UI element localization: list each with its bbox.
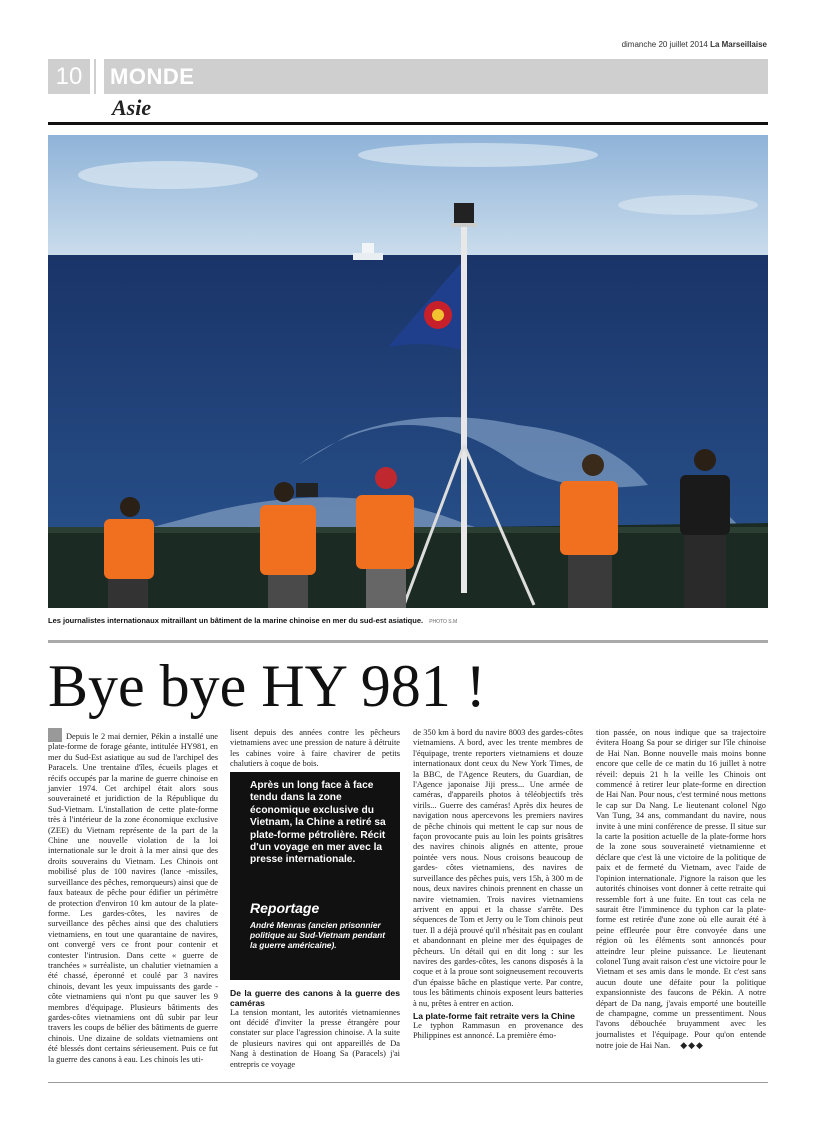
caption-text: Les journalistes internationaux mitraillant un bâtiment de la marine chinoise en mer du sud-est asiatique. [48, 616, 424, 625]
lead-photo [48, 135, 768, 608]
section-header [48, 59, 768, 94]
sidebar-label: Reportage [250, 900, 320, 916]
sidebar-box [230, 772, 400, 980]
photo-caption [48, 616, 768, 625]
column-2-bottom: La tension montant, les autorités vietnamiennes ont décidé d'inviter la presse étrangère pour constater sur place l'agression chinoise. A la suite de plusieurs navires qui ont appareillés de Da Nang à destination de Hoang Sa (Paracels) j'ai entrepris ce voyage [230, 1007, 400, 1069]
article-headline: Bye bye HY 981 ! [48, 653, 486, 719]
column-2-top: lisent depuis des années contre les pêcheurs vietnamiens avec une pression de nature à détruite les cabines voire à faire chavirer de petits chalutiers à coque de bois. [230, 728, 400, 769]
column-4-text: tion passée, on nous indique que sa trajectoire évitera Hoang Sa pour se diriger sur l'île chinoise de Hai Nan. Bonne nouvelle mais moins bonne encore que celle de ce matin du 16 juillet à notre réveil: depuis 21 h la veille les Chinois ont commencé à retirer leur plate-forme en direction de Hai Nan. Pour nous, c'est terminé nous mettons le cap sur Da Nang. Le lieutenant colonel Ngo Van Tung, 34 ans, commandant du navire, nous invite à une mini conférence de presse. Il situe sur la carte la position actuelle de la plate-forme hors de la zone sous souveraineté vietnamienne et déclare que c'est là une victoire de la politique de paix et de fermeté du Vietnam, avec l'aide de l'opinion internationale. J'ignore la raison que les autorités chinoises vont donner à cette retraite qui ressemble fort à une fuite. En tout cas cela ne saurait être l'imminence du typhon car la plate-forme est retirée d'une zone où elle aurait été à peine effleurée pour être convoyée dans une région où les éléments sont annoncés pour atteindre leur pleine puissance. Le lieutenant colonel Tung avait raison c'est une victoire pour le Vietnam et ses amis dans le monde. Et c'est sans aucun doute une défaite pour la politique expansionniste des faucons de Pékin. A notre départ de Da nang, j'avais emporté une bouteille de champagne, comme un pressentiment. Nous l'avons débouchée bruyamment avec les journalistes et l'équipage. Pour qu'on entende notre joie de Hai Nan. [596, 728, 766, 1051]
column-1-text: Depuis le 2 mai dernier, Pékin a installé une plate-forme de forage géante, intitulée HY981, en mer du Sud-Est asiatique au sud de l'archipel des Paracels. Une trentaine d'îles, écueils plages et récifs occupés par la marine de guerre chinoise en janvier 1974. Cet archipel était alors sous souveraineté et juridiction de la République du Sud-Vietnam. L'installation de cette plate-forme très à l'intérieur de la zone économique exclusive (ZEE) du Vietnam représente de la part de la Chine une nouvelle violation de la loi internationale sur le droit à la mer ainsi que des droits souverains du Vietnam. Les Chinois ont mobilisé plus de 100 navires (lance -missiles, surveillance des pêches, remorqueurs) ainsi que de faux bateaux de pêche pour édifier un périmètre de protection d'environ 10 km autour de la plate-forme. Les gardes-côtes, les navires de surveillance des pêches ainsi que des chalutiers vietnamiens, en tout une quarantaine de navires, ont convergé vers ce front pour contenir et contester l'intrusion. Dans cette « guerre de tranchées » surréaliste, un chalutier vietnamien a été chassé, éperonné et coulé par 3 navires chinois, devant les yeux impuissants des garde - côte vietnamiens qui n'ont pu que sauver les 9 membres d'équipage. Plusieurs bâtiments des gardes-côtes vietnamiens ont dû subir par leur travers les coups de bélier des bâtiments de guerre chinois. Une dizaine de soldats vietnamiens ont été blessés dont certains sérieusement. Puis ce fut la guerre des canons à eau. Les chinois les uti- [48, 732, 218, 1064]
section-divider [94, 59, 102, 94]
column-3-text: de 350 km à bord du navire 8003 des gardes-côtes vietnamiens. A bord, avec les trente membres de l'équipage, trente reporters vietnamiens et douze internationaux dont ceux du New York Times, de la BBC, de l'Agence Reuters, du Guardian, de l'Agence japonaise Jiji press... Une armée de caméras, d'appareils photos à téléobjectifs très virils... Guerre des caméras! Après dix heures de navigation nous apercevons les premiers navires de pêche chinois qui mettent le cap sur nous de façon provocante puis au loin les points grisâtres des navires chinois alignés en attente, proue pointée vers nous. Nous croisons beaucoup de gardes- côtes vietnamiens, des navires de surveillance des pêches puis, vers 15h, à 300 m de nous, deux navires chinois prennent en chasse un navire vietnamien. Trois navires vietnamiens arrivent en appui et la chasse s'arrête. Des séquences de Tom et Jerry ou le Tom chinois peut tuer. Il a déjà prouvé qu'il n'hésitait pas en coulant et abandonnant en pleine mer des équipages de pêcheurs. Un détail qui en dit long : sur les navires des gardes-côtes, les canons disposés à la coque et à la proue sont soigneusement recouverts d'un épaisse bâche en plastique verte. Par contre, tous les bâtiments chinois exposent leurs batteries à nu, prêtes à entrer en action. [413, 728, 583, 1008]
drop-square-icon [48, 728, 62, 742]
footer-rule [48, 1082, 768, 1083]
article-column-4 [596, 728, 766, 1052]
column-3-bottom: Le typhon Rammasun en provenance des Philippines est annoncé. La première émo- [413, 1020, 583, 1041]
page-number: 10 [48, 59, 90, 94]
sidebar-lead: Après un long face à face tendu dans la zone économique exclusive du Vietnam, la Chine a retiré sa plate-forme pétrolière. Récit d'un voyage en mer avec la presse internationale. [250, 780, 386, 866]
article-column-1 [48, 728, 218, 1065]
photo-credit: PHOTO S.M [429, 619, 458, 625]
section-rule [48, 640, 768, 643]
column-3-subhead: La plate-forme fait retraite vers la Chine [413, 1010, 575, 1021]
header-rule [48, 122, 768, 125]
column-2-subhead: De la guerre des canons à la guerre des caméras [230, 987, 400, 1008]
lozenge-icon: ◆◆◆ [680, 1040, 704, 1051]
sidebar-author: André Menras (ancien prisonnier politique au Sud-Vietnam pendant la guerre américaine). [250, 920, 386, 950]
article-column-3 [413, 728, 583, 1042]
issue-date: dimanche 20 juillet 2014 [621, 40, 708, 49]
dateline [622, 40, 767, 49]
section-title: MONDE [104, 59, 768, 94]
subsection-title: Asie [112, 95, 152, 120]
newspaper-name: La Marseillaise [710, 40, 767, 49]
